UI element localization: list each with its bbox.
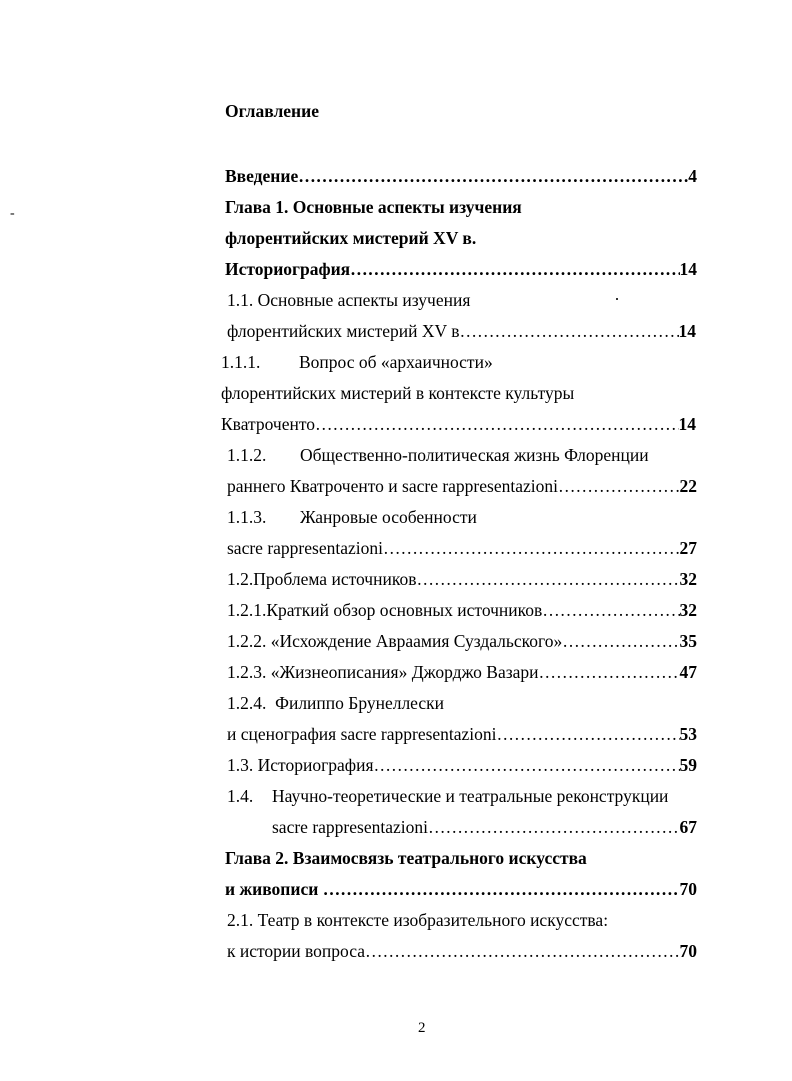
toc-leader-dots <box>298 165 688 187</box>
toc-page-number: 32 <box>679 600 697 620</box>
toc-entry-section-1-1-3[interactable] <box>227 537 697 559</box>
toc-section-number: 1.1.2. <box>227 445 267 465</box>
toc-leader-dots <box>562 630 679 652</box>
toc-leader-dots <box>374 754 680 776</box>
toc-chapter1-line2[interactable]: флорентийских мистерий XV в. <box>225 228 477 248</box>
toc-entry-text: к истории вопроса <box>227 941 365 961</box>
scan-speck <box>616 298 618 300</box>
toc-entry-section-1-1[interactable] <box>227 320 696 342</box>
toc-section-number: 1.1.1. <box>221 352 261 372</box>
toc-entry-text: и сценография sacre rappresentazioni <box>227 724 497 744</box>
toc-entry-text: раннего Кватроченто и sacre rappresentazioni <box>227 476 558 496</box>
toc-section-1-1-1-line1[interactable] <box>221 351 493 373</box>
toc-section-1-1-line1[interactable]: 1.1. Основные аспекты изучения <box>227 290 471 310</box>
toc-section-2-1-line1[interactable]: 2.1. Театр в контексте изобразительного искусства: <box>227 910 609 930</box>
toc-entry-text: и живописи <box>225 879 323 899</box>
toc-entry-section-2-1[interactable] <box>227 940 697 962</box>
toc-section-1-2-4-line1[interactable]: 1.2.4. Филиппо Брунеллески <box>227 693 445 713</box>
toc-page-number: 70 <box>679 941 697 961</box>
toc-page-number: 14 <box>679 259 697 279</box>
toc-section-1-1-1-line2[interactable]: флорентийских мистерий в контексте культуры <box>221 383 575 403</box>
toc-entry-text: 1.3. Историография <box>227 755 374 775</box>
toc-page-number: 14 <box>678 321 696 341</box>
toc-leader-dots <box>542 599 679 621</box>
toc-entry-chapter2[interactable] <box>225 878 697 900</box>
toc-entry-text: Научно-теоретические и театральные реконструкции <box>272 786 669 806</box>
toc-section-number: 1.2. <box>227 569 254 589</box>
toc-page-number: 59 <box>679 755 697 775</box>
toc-leader-dots <box>539 661 680 683</box>
toc-leader-dots <box>497 723 680 745</box>
toc-entry-text: sacre rappresentazioni <box>227 538 383 558</box>
toc-entry-section-1-4[interactable] <box>272 816 697 838</box>
toc-entry-section-1-2[interactable] <box>227 568 697 590</box>
toc-title: Оглавление <box>225 101 319 121</box>
toc-section-number: 1.2.1. <box>227 600 267 620</box>
toc-entry-section-1-1-2[interactable] <box>227 475 697 497</box>
toc-entry-intro[interactable] <box>225 165 697 187</box>
toc-entry-text: 1.2.2. «Исхождение Авраамия Суздальского» <box>227 631 563 651</box>
toc-chapter1-line1[interactable]: Глава 1. Основные аспекты изучения <box>225 197 522 217</box>
toc-chapter2-line1[interactable]: Глава 2. Взаимосвязь театрального искусства <box>225 848 587 868</box>
toc-section-1-1-3-line1[interactable] <box>227 506 477 528</box>
toc-leader-dots <box>383 537 680 559</box>
toc-leader-dots <box>428 816 680 838</box>
toc-page-number: 35 <box>679 631 697 651</box>
toc-entry-text: Общественно-политическая жизнь Флоренции <box>300 445 649 465</box>
toc-page-number: 47 <box>679 662 697 682</box>
toc-entry-text: Краткий обзор основных источников <box>266 600 543 620</box>
toc-page-number: 27 <box>679 538 697 558</box>
toc-entry-section-1-2-3[interactable] <box>227 661 697 683</box>
toc-page-number: 32 <box>679 569 697 589</box>
toc-entry-section-1-1-1[interactable] <box>221 413 696 435</box>
toc-page-number: 22 <box>679 476 697 496</box>
toc-entry-text: Кватроченто <box>221 414 316 434</box>
toc-page-number: 67 <box>679 817 697 837</box>
toc-leader-dots <box>558 475 680 497</box>
toc-entry-text: 1.2.3. «Жизнеописания» Джорджо Вазари <box>227 662 539 682</box>
toc-page-number: 70 <box>679 879 697 899</box>
toc-section-number: 1.4. <box>227 786 254 806</box>
toc-page-number: 14 <box>678 414 696 434</box>
toc-leader-dots <box>350 258 679 280</box>
toc-entry-text: Введение <box>225 166 299 186</box>
toc-entry-text: Вопрос об «архаичности» <box>299 352 493 372</box>
toc-entry-chapter1[interactable] <box>225 258 697 280</box>
page-number: 2 <box>418 1020 426 1036</box>
toc-entry-text: Жанровые особенности <box>300 507 477 527</box>
toc-entry-text: Историография <box>225 259 351 279</box>
toc-entry-section-1-2-2[interactable] <box>227 630 697 652</box>
toc-page-number: 4 <box>688 166 697 186</box>
toc-leader-dots <box>365 940 680 962</box>
toc-leader-dots <box>459 320 678 342</box>
margin-mark: - <box>10 206 15 221</box>
toc-leader-dots <box>323 878 680 900</box>
toc-section-number: 1.1.3. <box>227 507 267 527</box>
toc-section-1-1-2-line1[interactable] <box>227 444 649 466</box>
toc-leader-dots <box>416 568 679 590</box>
toc-entry-section-1-3[interactable] <box>227 754 697 776</box>
toc-section-1-4-line1[interactable] <box>227 785 668 807</box>
toc-entry-section-1-2-4[interactable] <box>227 723 697 745</box>
toc-entry-text: флорентийских мистерий XV в <box>227 321 460 341</box>
toc-entry-text: sacre rappresentazioni <box>272 817 428 837</box>
toc-leader-dots <box>315 413 678 435</box>
toc-entry-text: Проблема источников <box>253 569 417 589</box>
toc-entry-section-1-2-1[interactable] <box>227 599 697 621</box>
toc-page-number: 53 <box>679 724 697 744</box>
